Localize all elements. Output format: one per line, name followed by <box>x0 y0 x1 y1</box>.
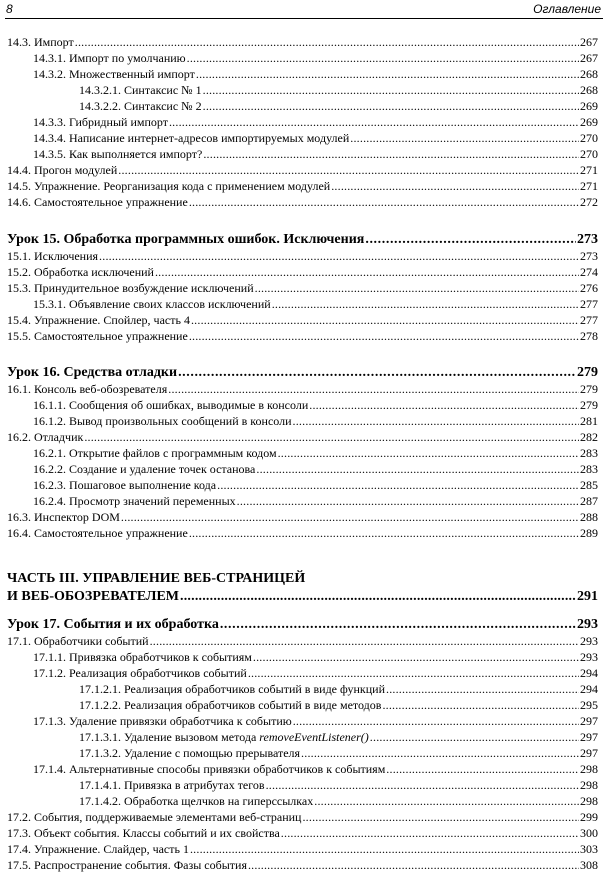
entry-title <box>7 810 301 825</box>
entry-page-number: 297 <box>580 730 598 744</box>
entry-page-number: 299 <box>580 810 598 824</box>
dot-leader <box>301 746 579 761</box>
entry-title <box>33 398 308 413</box>
entry-title <box>7 382 167 397</box>
dot-leader <box>180 588 576 606</box>
entry-page-number: 270 <box>580 147 598 161</box>
toc-entry <box>7 510 598 525</box>
toc-entry <box>33 462 598 477</box>
entry-title-text: 17.1.2.1. Реализация обработчиков событий в виде функций <box>79 682 385 696</box>
entry-page-number: 269 <box>580 115 598 129</box>
dot-leader <box>281 826 579 841</box>
entry-title-text: 15.4. Упражнение. Спойлер, часть 4 <box>7 313 190 327</box>
part-title-line1: ЧАСТЬ III. УПРАВЛЕНИЕ ВЕБ-СТРАНИЦЕЙ <box>7 571 306 586</box>
dot-leader <box>382 698 579 713</box>
toc-entry <box>79 778 598 793</box>
toc-entry <box>7 810 598 825</box>
dot-leader <box>121 510 579 525</box>
toc-entry <box>7 249 598 264</box>
entry-title-text: 16.3. Инспектор DOM <box>7 510 120 524</box>
toc-entry <box>7 35 598 50</box>
toc-entry <box>79 99 598 114</box>
toc-entry <box>33 51 598 66</box>
entry-title <box>7 163 117 178</box>
dot-leader <box>220 615 576 634</box>
entry-title-text: 17.1. Обработчики событий <box>7 634 149 648</box>
toc-entry <box>7 382 598 397</box>
dot-leader <box>196 67 579 82</box>
entry-title-text: 17.1.4.2. Обработка щелчков на гиперссылках <box>79 794 314 808</box>
entry-title-text: 17.1.3.2. Удаление с помощью прерывателя <box>79 746 301 760</box>
entry-title-text: 16.1.1. Сообщения об ошибках, выводимые в консоли <box>33 398 309 412</box>
dot-leader <box>190 842 579 857</box>
toc-entry <box>7 826 598 841</box>
entry-page-number: 272 <box>580 195 598 209</box>
entry-title-text: 15.1. Исключения <box>7 249 99 263</box>
entry-title-text: 14.3. Импорт <box>7 35 74 49</box>
entry-title <box>79 682 385 697</box>
entry-title-text: 15.3. Принудительное возбуждение исключений <box>7 281 254 295</box>
entry-title <box>33 131 349 146</box>
entry-title <box>33 51 186 66</box>
entry-title-text: 17.1.4.1. Привязка в атрибутах тегов <box>79 778 265 792</box>
lesson-entry <box>7 230 598 249</box>
entry-title <box>7 858 247 873</box>
dot-leader <box>189 195 579 210</box>
entry-page-number: 268 <box>580 83 598 97</box>
entry-page-number: 298 <box>580 794 598 808</box>
entry-title <box>33 67 195 82</box>
entry-page-number: 281 <box>580 414 598 428</box>
dot-leader <box>331 179 579 194</box>
toc-entry <box>33 414 598 429</box>
entry-title-text: 17.5. Распространение события. Фазы события <box>7 858 247 872</box>
part-heading <box>7 570 598 606</box>
dot-leader <box>150 634 579 649</box>
dot-leader <box>350 131 579 146</box>
dot-leader <box>84 430 579 445</box>
dot-leader <box>99 249 579 264</box>
dot-leader <box>256 462 579 477</box>
entry-title <box>79 698 381 713</box>
entry-page-number: 298 <box>580 778 598 792</box>
entry-title-text: Урок 15. Обработка программных ошибок. Исключения <box>7 232 365 247</box>
toc-entry <box>79 746 598 761</box>
entry-title <box>79 746 300 761</box>
toc-entry <box>79 698 598 713</box>
toc-entry <box>33 478 598 493</box>
entry-title <box>7 329 188 344</box>
dot-leader <box>314 794 579 809</box>
toc-entry <box>7 634 598 649</box>
toc-entry <box>33 762 598 777</box>
entry-title-text: Урок 16. Средства отладки <box>7 365 178 380</box>
entry-title <box>79 794 313 809</box>
entry-title-text: 14.3.1. Импорт по умолчанию <box>33 51 186 65</box>
entry-page-number: 278 <box>580 329 598 343</box>
toc-entry <box>33 115 598 130</box>
entry-page-number: 287 <box>580 494 598 508</box>
toc-entry <box>7 526 598 541</box>
dot-leader <box>189 526 579 541</box>
toc-entry <box>33 650 598 665</box>
entry-page-number: 276 <box>580 281 598 295</box>
entry-title <box>33 147 202 162</box>
dot-leader <box>386 762 579 777</box>
entry-title-text: 16.2. Отладчик <box>7 430 84 444</box>
entry-page-number: 293 <box>580 634 598 648</box>
entry-title <box>33 494 236 509</box>
dot-leader <box>272 297 579 312</box>
entry-page-number: 297 <box>580 746 598 760</box>
entry-title-text: 17.1.3.1. Удаление вызовом метода <box>79 730 260 744</box>
entry-title-text: 14.3.2. Множественный импорт <box>33 67 195 81</box>
entry-page-number: 273 <box>577 232 598 247</box>
entry-page-number: 293 <box>580 650 598 664</box>
entry-title <box>33 478 216 493</box>
entry-page-number: 297 <box>580 714 598 728</box>
entry-title <box>33 650 252 665</box>
entry-title <box>7 826 280 841</box>
entry-title-text: 17.4. Упражнение. Слайдер, часть 1 <box>7 842 189 856</box>
entry-page-number: 294 <box>580 682 598 696</box>
entry-page-number: 295 <box>580 698 598 712</box>
entry-page-number: 277 <box>580 297 598 311</box>
entry-page-number: 271 <box>580 179 598 193</box>
entry-title-text: 14.3.3. Гибридный импорт <box>33 115 168 129</box>
entry-title-text: 16.1. Консоль веб-обозревателя <box>7 382 168 396</box>
toc-entry <box>7 842 598 857</box>
entry-title <box>7 230 364 249</box>
entry-title <box>7 179 330 194</box>
toc-entry <box>33 714 598 729</box>
entry-title <box>7 430 83 445</box>
entry-page-number: 285 <box>580 478 598 492</box>
dot-leader <box>75 35 579 50</box>
dot-leader <box>169 115 579 130</box>
entry-title <box>33 446 277 461</box>
dot-leader <box>203 99 579 114</box>
toc-entry <box>33 147 598 162</box>
dot-leader <box>248 666 579 681</box>
toc-entry <box>79 682 598 697</box>
dot-leader <box>237 494 579 509</box>
entry-title-text: 17.2. События, поддерживаемые элементами веб-страниц <box>7 810 302 824</box>
entry-title-text: 14.3.4. Написание интернет-адресов импортируемых модулей <box>33 131 350 145</box>
dot-leader <box>118 163 579 178</box>
entry-title-text: 14.3.2.1. Синтаксис № 1 <box>79 83 202 97</box>
toc-entry <box>33 131 598 146</box>
part-page-number: 291 <box>577 589 598 604</box>
dot-leader <box>203 83 579 98</box>
entry-title-italic: removeEventListener() <box>259 730 369 744</box>
dot-leader <box>187 51 579 66</box>
entry-title-text: 14.3.2.2. Синтаксис № 2 <box>79 99 202 113</box>
dot-leader <box>302 810 579 825</box>
toc-entry <box>33 494 598 509</box>
entry-title-text: 17.1.4. Альтернативные способы привязки обработчиков к событиям <box>33 762 386 776</box>
entry-page-number: 303 <box>580 842 598 856</box>
entry-title <box>7 615 219 634</box>
lesson-entry <box>7 363 598 382</box>
toc-entry <box>33 67 598 82</box>
toc-entry <box>7 430 598 445</box>
dot-leader <box>203 147 579 162</box>
entry-page-number: 283 <box>580 446 598 460</box>
toc-entry <box>33 398 598 413</box>
entry-title <box>7 510 120 525</box>
entry-title <box>79 83 202 98</box>
entry-title <box>79 99 202 114</box>
entry-title-text: Урок 17. События и их обработка <box>7 617 219 632</box>
entry-title <box>7 265 154 280</box>
entry-title-text: 17.1.2.2. Реализация обработчиков событий в виде методов <box>79 698 382 712</box>
entry-title-text: 16.2.4. Просмотр значений переменных <box>33 494 236 508</box>
entry-page-number: 268 <box>580 67 598 81</box>
running-header <box>5 0 603 19</box>
toc-entry <box>7 265 598 280</box>
toc-entry <box>79 730 598 745</box>
entry-title-text: 16.1.2. Вывод произвольных сообщений в консоли <box>33 414 292 428</box>
entry-title-text: 15.5. Самостоятельное упражнение <box>7 329 188 343</box>
dot-leader <box>309 398 579 413</box>
entry-title-text: 15.2. Обработка исключений <box>7 265 154 279</box>
part-title-line2: И ВЕБ-ОБОЗРЕВАТЕЛЕМ <box>7 589 180 604</box>
entry-title-text: 16.2.3. Пошаговое выполнение кода <box>33 478 217 492</box>
entry-title-text: 16.2.2. Создание и удаление точек останова <box>33 462 256 476</box>
dot-leader <box>217 478 579 493</box>
dot-leader <box>189 329 579 344</box>
dot-leader <box>178 363 576 382</box>
entry-title <box>7 281 254 296</box>
page-number: 8 <box>6 2 13 16</box>
entry-page-number: 288 <box>580 510 598 524</box>
entry-title <box>7 842 189 857</box>
toc-entry <box>7 329 598 344</box>
dot-leader <box>248 858 579 873</box>
dot-leader <box>168 382 579 397</box>
entry-page-number: 269 <box>580 99 598 113</box>
entry-title <box>33 297 271 312</box>
entry-page-number: 289 <box>580 526 598 540</box>
entry-title <box>79 730 369 745</box>
entry-page-number: 300 <box>580 826 598 840</box>
entry-title-text: 17.1.1. Привязка обработчиков к событиям <box>33 650 252 664</box>
entry-page-number: 279 <box>577 365 598 380</box>
dot-leader <box>293 414 579 429</box>
entry-page-number: 279 <box>580 398 598 412</box>
toc-entry <box>7 195 598 210</box>
entry-title <box>33 762 385 777</box>
entry-page-number: 283 <box>580 462 598 476</box>
entry-title <box>79 778 265 793</box>
dot-leader <box>365 230 576 249</box>
entry-page-number: 273 <box>580 249 598 263</box>
entry-title <box>33 462 255 477</box>
entry-title <box>33 115 168 130</box>
dot-leader <box>370 730 579 745</box>
entry-page-number: 294 <box>580 666 598 680</box>
toc-entry <box>7 313 598 328</box>
dot-leader <box>278 446 579 461</box>
dot-leader <box>191 313 579 328</box>
part-title-line2-row <box>7 588 598 606</box>
entry-title-text: 14.4. Прогон модулей <box>7 163 118 177</box>
entry-title-text: 14.3.5. Как выполняется импорт? <box>33 147 203 161</box>
dot-leader <box>266 778 579 793</box>
running-title: Оглавление <box>533 2 601 16</box>
toc-entry <box>7 179 598 194</box>
entry-page-number: 267 <box>580 35 598 49</box>
toc-entry <box>7 163 598 178</box>
entry-page-number: 279 <box>580 382 598 396</box>
entry-title <box>7 363 177 382</box>
dot-leader <box>255 281 579 296</box>
lesson-entry <box>7 615 598 634</box>
entry-page-number: 282 <box>580 430 598 444</box>
toc-entry <box>33 446 598 461</box>
entry-title <box>7 249 98 264</box>
toc-entry <box>33 666 598 681</box>
dot-leader <box>155 265 579 280</box>
entry-title <box>7 195 188 210</box>
entry-title-text: 15.3.1. Объявление своих классов исключений <box>33 297 271 311</box>
entry-page-number: 267 <box>580 51 598 65</box>
entry-title-text: 14.5. Упражнение. Реорганизация кода с применением модулей <box>7 179 331 193</box>
entry-page-number: 270 <box>580 131 598 145</box>
toc-entry <box>33 297 598 312</box>
entry-page-number: 293 <box>577 617 598 632</box>
entry-title <box>33 414 292 429</box>
entry-page-number: 277 <box>580 313 598 327</box>
entry-title <box>33 714 292 729</box>
entry-title-text: 17.1.3. Удаление привязки обработчика к событию <box>33 714 292 728</box>
entry-page-number: 271 <box>580 163 598 177</box>
entry-title-text: 16.4. Самостоятельное упражнение <box>7 526 188 540</box>
entry-title <box>33 666 247 681</box>
toc-entry <box>7 858 598 873</box>
entry-title <box>7 526 188 541</box>
entry-title-text: 14.6. Самостоятельное упражнение <box>7 195 188 209</box>
toc-entry <box>7 281 598 296</box>
toc-entry <box>79 794 598 809</box>
dot-leader <box>253 650 579 665</box>
dot-leader <box>293 714 579 729</box>
entry-title-text: 17.3. Объект события. Классы событий и их свойства <box>7 826 280 840</box>
toc-entry <box>79 83 598 98</box>
entry-page-number: 298 <box>580 762 598 776</box>
entry-title <box>7 634 149 649</box>
entry-title <box>7 35 74 50</box>
entry-title-text: 16.2.1. Открытие файлов с программным кодом <box>33 446 277 460</box>
entry-page-number: 274 <box>580 265 598 279</box>
dot-leader <box>386 682 579 697</box>
entry-page-number: 308 <box>580 858 598 872</box>
entry-title <box>7 313 190 328</box>
entry-title-text: 17.1.2. Реализация обработчиков событий <box>33 666 247 680</box>
